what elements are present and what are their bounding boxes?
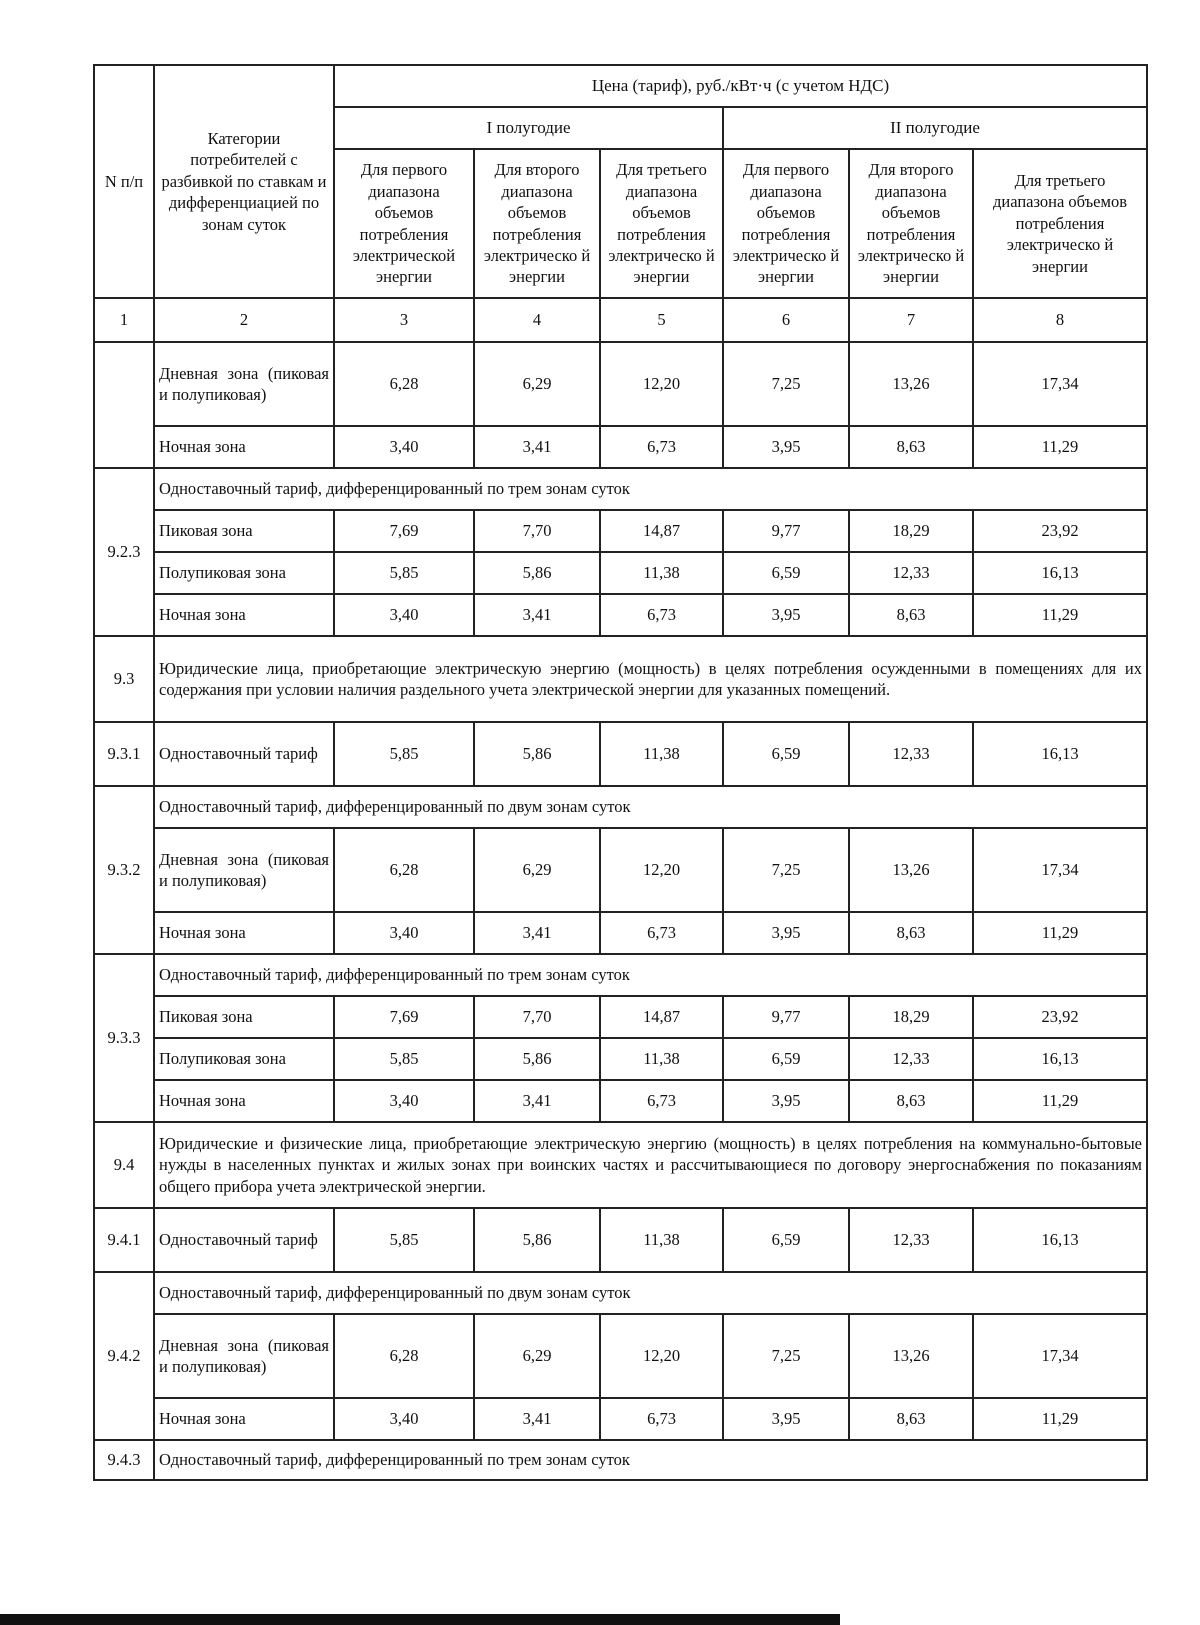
row-number: 9.3.1 bbox=[94, 722, 154, 786]
cell-value: 3,40 bbox=[334, 594, 474, 636]
group-title: Юридические и физические лица, приобретающие электрическую энергию (мощность) в целях потребления на коммунально-бытовые нужды в населенных пунктах и жилых зонах при воинских частях и рассчитывающиеся по договору энергоснабжения по показаниям общего прибора учета электрической энергии. bbox=[154, 1122, 1147, 1208]
cell-value: 11,29 bbox=[973, 1398, 1147, 1440]
cell-value: 3,41 bbox=[474, 594, 600, 636]
cell-value: 7,70 bbox=[474, 996, 600, 1038]
cell-value: 8,63 bbox=[849, 912, 973, 954]
header-range: Для третьего диапазона объемов потребления электрическо й энергии bbox=[600, 149, 723, 298]
cell-value: 6,29 bbox=[474, 828, 600, 912]
cell-value: 17,34 bbox=[973, 1314, 1147, 1398]
cell-value: 6,73 bbox=[600, 1398, 723, 1440]
cell-value: 12,20 bbox=[600, 342, 723, 426]
row-category: Одноставочный тариф bbox=[154, 722, 334, 786]
row-number: 9.4 bbox=[94, 1122, 154, 1208]
cell-value: 6,73 bbox=[600, 426, 723, 468]
cell-value: 5,86 bbox=[474, 552, 600, 594]
group-title: Одноставочный тариф, дифференцированный по двум зонам суток bbox=[154, 786, 1147, 828]
cell-value: 6,73 bbox=[600, 912, 723, 954]
column-number: 4 bbox=[474, 298, 600, 342]
cell-value: 7,69 bbox=[334, 510, 474, 552]
row-category: Пиковая зона bbox=[154, 996, 334, 1038]
cell-value: 6,28 bbox=[334, 828, 474, 912]
cell-value: 5,86 bbox=[474, 1038, 600, 1080]
table-row bbox=[94, 828, 1147, 912]
cell-value: 5,85 bbox=[334, 1208, 474, 1272]
table-row bbox=[94, 552, 1147, 594]
cell-value: 5,85 bbox=[334, 1038, 474, 1080]
cell-value: 11,38 bbox=[600, 1208, 723, 1272]
cell-value: 6,59 bbox=[723, 1208, 849, 1272]
cell-value: 3,40 bbox=[334, 1398, 474, 1440]
row-number: 9.4.3 bbox=[94, 1440, 154, 1480]
cell-value: 7,25 bbox=[723, 828, 849, 912]
cell-value: 12,33 bbox=[849, 1038, 973, 1080]
row-category: Ночная зона bbox=[154, 1398, 334, 1440]
row-category: Ночная зона bbox=[154, 912, 334, 954]
cell-value: 3,95 bbox=[723, 912, 849, 954]
cell-value: 11,29 bbox=[973, 594, 1147, 636]
cell-value: 11,29 bbox=[973, 1080, 1147, 1122]
header-half-2: II полугодие bbox=[723, 107, 1147, 149]
cell-value: 16,13 bbox=[973, 1038, 1147, 1080]
table-row bbox=[94, 1272, 1147, 1314]
table-row bbox=[94, 912, 1147, 954]
cell-value: 16,13 bbox=[973, 552, 1147, 594]
cell-value: 16,13 bbox=[973, 1208, 1147, 1272]
table-row bbox=[94, 1080, 1147, 1122]
cell-value: 3,95 bbox=[723, 1080, 849, 1122]
cell-value: 13,26 bbox=[849, 828, 973, 912]
table-row bbox=[94, 722, 1147, 786]
cell-value: 3,40 bbox=[334, 1080, 474, 1122]
table-row bbox=[94, 996, 1147, 1038]
cell-value: 6,59 bbox=[723, 1038, 849, 1080]
cell-value: 16,13 bbox=[973, 722, 1147, 786]
cell-value: 3,41 bbox=[474, 426, 600, 468]
cell-value: 3,41 bbox=[474, 912, 600, 954]
cell-value: 3,41 bbox=[474, 1080, 600, 1122]
cell-value: 3,95 bbox=[723, 1398, 849, 1440]
cell-value: 12,20 bbox=[600, 1314, 723, 1398]
column-number: 2 bbox=[154, 298, 334, 342]
header-range: Для второго диапазона объемов потребления электрическо й энергии bbox=[849, 149, 973, 298]
cell-value: 13,26 bbox=[849, 1314, 973, 1398]
cell-value: 17,34 bbox=[973, 342, 1147, 426]
cell-value: 11,38 bbox=[600, 552, 723, 594]
cell-value: 8,63 bbox=[849, 594, 973, 636]
row-number: 9.4.2 bbox=[94, 1272, 154, 1440]
cell-value: 11,29 bbox=[973, 426, 1147, 468]
row-number: 9.3.2 bbox=[94, 786, 154, 954]
group-title: Одноставочный тариф, дифференцированный по трем зонам суток bbox=[154, 468, 1147, 510]
cell-value: 5,86 bbox=[474, 1208, 600, 1272]
table-row bbox=[94, 426, 1147, 468]
row-number: 9.3.3 bbox=[94, 954, 154, 1122]
row-category: Пиковая зона bbox=[154, 510, 334, 552]
row-category: Ночная зона bbox=[154, 594, 334, 636]
header-range: Для второго диапазона объемов потребления электрическо й энергии bbox=[474, 149, 600, 298]
cell-value: 13,26 bbox=[849, 342, 973, 426]
cell-value: 7,25 bbox=[723, 1314, 849, 1398]
row-category: Ночная зона bbox=[154, 426, 334, 468]
cell-value: 12,20 bbox=[600, 828, 723, 912]
row-number: 9.3 bbox=[94, 636, 154, 722]
header-category-col: Категории потребителей с разбивкой по ставкам и дифференциацией по зонам суток bbox=[154, 65, 334, 298]
cell-value: 6,28 bbox=[334, 1314, 474, 1398]
table-row bbox=[94, 468, 1147, 510]
cell-value: 7,25 bbox=[723, 342, 849, 426]
table-row bbox=[94, 1122, 1147, 1208]
cell-value: 11,38 bbox=[600, 1038, 723, 1080]
header-range: Для третьего диапазона объемов потребления электрическо й энергии bbox=[973, 149, 1147, 298]
cell-value: 6,59 bbox=[723, 722, 849, 786]
cell-value: 14,87 bbox=[600, 996, 723, 1038]
table-row bbox=[94, 1208, 1147, 1272]
cell-value: 5,86 bbox=[474, 722, 600, 786]
group-title: Юридические лица, приобретающие электрическую энергию (мощность) в целях потребления осужденными в помещениях для их содержания при условии наличия раздельного учета электрической энергии для указанных помещений. bbox=[154, 636, 1147, 722]
cell-value: 23,92 bbox=[973, 510, 1147, 552]
group-title: Одноставочный тариф, дифференцированный по трем зонам суток bbox=[154, 954, 1147, 996]
cell-value: 3,95 bbox=[723, 594, 849, 636]
header-num-col: N п/п bbox=[94, 65, 154, 298]
cell-value: 6,73 bbox=[600, 1080, 723, 1122]
header-price: Цена (тариф), руб./кВт·ч (с учетом НДС) bbox=[334, 65, 1147, 107]
cell-value: 12,33 bbox=[849, 722, 973, 786]
table-row bbox=[94, 1314, 1147, 1398]
row-category: Одноставочный тариф bbox=[154, 1208, 334, 1272]
cell-value: 18,29 bbox=[849, 510, 973, 552]
row-number bbox=[94, 342, 154, 468]
cell-value: 3,40 bbox=[334, 912, 474, 954]
table-row bbox=[94, 786, 1147, 828]
table-row bbox=[94, 1440, 1147, 1480]
table-row bbox=[94, 1038, 1147, 1080]
tariff-table bbox=[93, 64, 1148, 1481]
column-number: 3 bbox=[334, 298, 474, 342]
header-half-1: I полугодие bbox=[334, 107, 723, 149]
table-row bbox=[94, 954, 1147, 996]
column-number: 5 bbox=[600, 298, 723, 342]
cell-value: 9,77 bbox=[723, 510, 849, 552]
cell-value: 8,63 bbox=[849, 426, 973, 468]
cell-value: 12,33 bbox=[849, 552, 973, 594]
cell-value: 3,41 bbox=[474, 1398, 600, 1440]
cell-value: 7,69 bbox=[334, 996, 474, 1038]
cell-value: 14,87 bbox=[600, 510, 723, 552]
cell-value: 11,38 bbox=[600, 722, 723, 786]
cell-value: 3,95 bbox=[723, 426, 849, 468]
cell-value: 23,92 bbox=[973, 996, 1147, 1038]
table-row bbox=[94, 510, 1147, 552]
row-category: Дневная зона (пиковая и полупиковая) bbox=[154, 828, 334, 912]
cell-value: 3,40 bbox=[334, 426, 474, 468]
table-row bbox=[94, 342, 1147, 426]
group-title: Одноставочный тариф, дифференцированный по трем зонам суток bbox=[154, 1440, 1147, 1480]
scan-edge-bar bbox=[0, 1614, 840, 1625]
table-row bbox=[94, 1398, 1147, 1440]
cell-value: 6,28 bbox=[334, 342, 474, 426]
cell-value: 8,63 bbox=[849, 1398, 973, 1440]
column-number: 7 bbox=[849, 298, 973, 342]
cell-value: 12,33 bbox=[849, 1208, 973, 1272]
cell-value: 7,70 bbox=[474, 510, 600, 552]
table-row bbox=[94, 594, 1147, 636]
group-title: Одноставочный тариф, дифференцированный по двум зонам суток bbox=[154, 1272, 1147, 1314]
table-row bbox=[94, 636, 1147, 722]
cell-value: 6,73 bbox=[600, 594, 723, 636]
row-category: Дневная зона (пиковая и полупиковая) bbox=[154, 342, 334, 426]
row-number: 9.4.1 bbox=[94, 1208, 154, 1272]
cell-value: 6,59 bbox=[723, 552, 849, 594]
column-number: 6 bbox=[723, 298, 849, 342]
cell-value: 8,63 bbox=[849, 1080, 973, 1122]
column-number: 8 bbox=[973, 298, 1147, 342]
cell-value: 11,29 bbox=[973, 912, 1147, 954]
cell-value: 6,29 bbox=[474, 342, 600, 426]
row-number: 9.2.3 bbox=[94, 468, 154, 636]
cell-value: 6,29 bbox=[474, 1314, 600, 1398]
cell-value: 18,29 bbox=[849, 996, 973, 1038]
header-range: Для первого диапазона объемов потребления электрической энергии bbox=[334, 149, 474, 298]
cell-value: 5,85 bbox=[334, 552, 474, 594]
row-category: Дневная зона (пиковая и полупиковая) bbox=[154, 1314, 334, 1398]
column-number: 1 bbox=[94, 298, 154, 342]
row-category: Полупиковая зона bbox=[154, 1038, 334, 1080]
cell-value: 5,85 bbox=[334, 722, 474, 786]
row-category: Полупиковая зона bbox=[154, 552, 334, 594]
header-range: Для первого диапазона объемов потребления электрическо й энергии bbox=[723, 149, 849, 298]
row-category: Ночная зона bbox=[154, 1080, 334, 1122]
cell-value: 9,77 bbox=[723, 996, 849, 1038]
cell-value: 17,34 bbox=[973, 828, 1147, 912]
